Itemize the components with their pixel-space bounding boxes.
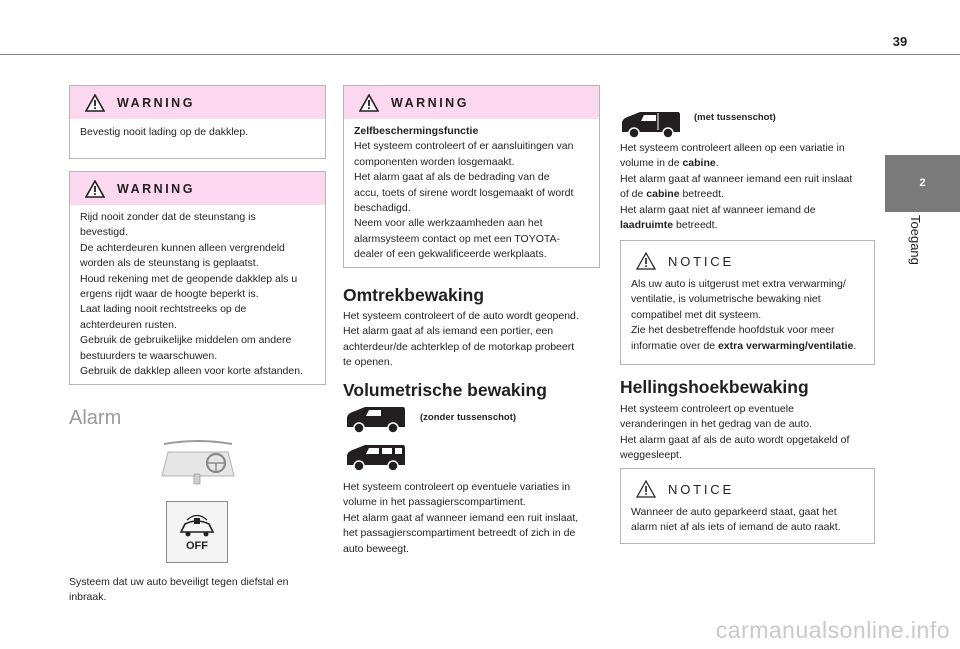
warning-box-self-protection xyxy=(343,85,600,268)
car-lock-icon xyxy=(177,514,217,538)
section-title-volumetric: Volumetrische bewaking xyxy=(343,380,547,400)
warning-title: WARNING xyxy=(391,95,469,110)
notice-line xyxy=(631,339,866,354)
alarm-off-button[interactable] xyxy=(166,501,228,563)
cabin-text: volume in de xyxy=(620,157,683,170)
van-without-partition-icon xyxy=(345,405,407,435)
alarm-description-line: Systeem dat uw auto beveiligt tegen diefstal en xyxy=(69,576,289,588)
volumetric-line: Het alarm gaat af wanneer iemand een ruit inslaat, xyxy=(343,511,579,524)
warning-header xyxy=(70,86,325,119)
off-label: OFF xyxy=(186,540,208,552)
notice-text: informatie over de xyxy=(631,339,718,352)
warning-line: Rijd nooit zonder dat de steunstang is xyxy=(80,211,256,223)
alarm-title: Alarm xyxy=(69,407,122,429)
passenger-van-icon xyxy=(345,443,407,473)
warning-line: dealer of een gekwalificeerde werkplaats. xyxy=(354,248,547,261)
chapter-tab[interactable]: 2 xyxy=(885,155,960,212)
perimeter-line: Het alarm gaat af als iemand een portier, een xyxy=(343,325,554,338)
section-title-perimeter: Omtrekbewaking xyxy=(343,285,485,305)
warning-line: Het alarm gaat af als de bedrading van de xyxy=(354,171,550,184)
van-with-partition-label: (met tussenschot) xyxy=(694,112,776,123)
warning-line: worden als de steunstang is geplaatst. xyxy=(80,257,259,270)
cabin-text: betreedt. xyxy=(679,188,724,201)
tilt-line: weggesleept. xyxy=(620,449,682,462)
warning-line: Het systeem controleert of er aansluitingen van xyxy=(354,140,574,153)
warning-line: ergens rijdt waar de hoogte beperkt is. xyxy=(80,288,259,301)
warning-line: alarmsysteem contact op met een TOYOTA- xyxy=(354,232,560,245)
watermark: carmanualsonline.info xyxy=(715,617,950,643)
warning-line: achterdeuren rusten. xyxy=(80,318,177,331)
notice-bold-text: extra verwarming/ventilatie xyxy=(717,339,854,352)
perimeter-line: achterdeur/de achterklep of de motorkap probeert xyxy=(343,340,575,353)
notice-box-parked xyxy=(620,468,875,544)
cabin-line xyxy=(620,156,882,171)
warning-line: Neem voor alle werkzaamheden aan het xyxy=(354,217,543,230)
warning-title: WARNING xyxy=(117,181,195,196)
warning-line: bevestigd. xyxy=(80,226,128,239)
warning-box-roof-load xyxy=(69,85,326,159)
volumetric-line: het passagierscompartiment betreedt of zich in de xyxy=(343,527,576,540)
tilt-line: veranderingen in het gedrag van de auto. xyxy=(620,418,813,431)
warning-line: accu, toets of sirene wordt losgemaakt of wordt xyxy=(354,186,574,199)
warning-text: Bevestig nooit lading op de dakklep. xyxy=(80,126,249,138)
cabin-line xyxy=(620,187,882,202)
notice-line: Zie het desbetreffende hoofdstuk voor meer xyxy=(631,324,835,337)
warning-title: WARNING xyxy=(117,95,195,110)
notice-line: ventilatie, is volumetrische bewaking niet xyxy=(631,293,821,306)
cabin-bold-text: cabine xyxy=(646,188,680,201)
volumetric-line: volume in het passagierscompartiment. xyxy=(343,496,526,509)
van-with-partition-icon xyxy=(620,110,682,140)
warning-subtitle: Zelfbeschermingsfunctie xyxy=(354,125,479,137)
warning-triangle-icon xyxy=(359,94,379,112)
van-without-partition-label: (zonder tussenschot) xyxy=(420,412,517,423)
warning-line: componenten worden losgemaakt. xyxy=(354,155,515,168)
tilt-line: Het systeem controleert op eventuele xyxy=(620,403,794,415)
warning-line: Gebruik de dakklep alleen voor korte afstanden. xyxy=(80,365,303,378)
cabin-text: of de xyxy=(620,188,647,201)
warning-box-support-rod xyxy=(69,171,326,385)
cabin-line: Het alarm gaat af wanneer iemand een ruit inslaat xyxy=(620,172,853,185)
notice-triangle-icon xyxy=(636,252,656,270)
warning-line: bestuurders te waarschuwen. xyxy=(80,349,218,362)
cabin-text: . xyxy=(715,157,719,170)
cabin-line xyxy=(620,218,882,233)
warning-line: Gebruik de gebruikelijke middelen om andere xyxy=(80,334,292,347)
notice-line: alarm niet af als iets of iemand de auto raakt. xyxy=(631,521,841,534)
notice-title: NOTICE xyxy=(668,481,734,497)
notice-line: Als uw auto is uitgerust met extra verwarming/ xyxy=(631,278,846,290)
perimeter-line: te openen. xyxy=(343,356,393,369)
warning-line: Laat lading nooit rechtstreeks op de xyxy=(80,303,247,316)
header-rule xyxy=(0,54,960,55)
chapter-label: Toegang xyxy=(908,215,923,265)
notice-text: . xyxy=(853,339,857,352)
notice-triangle-icon xyxy=(636,480,656,498)
page-number: 39 xyxy=(892,34,908,49)
notice-line: Wanneer de auto geparkeerd staat, gaat het xyxy=(631,506,837,518)
alarm-description-line: inbraak. xyxy=(69,591,107,604)
notice-title: NOTICE xyxy=(668,253,734,269)
cabin-text: betreedt. xyxy=(673,219,718,232)
warning-triangle-icon xyxy=(85,180,105,198)
warning-line: beschadigd. xyxy=(354,202,411,215)
notice-header xyxy=(621,469,874,505)
load-space-bold-text: laadruimte xyxy=(620,219,674,232)
warning-triangle-icon xyxy=(85,94,105,112)
dashboard-interior-illustration xyxy=(158,438,238,488)
perimeter-line: Het systeem controleert of de auto wordt geopend. xyxy=(343,310,579,322)
notice-box-heating xyxy=(620,240,875,365)
cabin-line: Het alarm gaat niet af wanneer iemand de xyxy=(620,203,816,216)
cabin-bold-text: cabine xyxy=(682,157,716,170)
warning-header xyxy=(344,86,599,119)
notice-header xyxy=(621,241,874,277)
tilt-line: Het alarm gaat af als de auto wordt opgetakeld of xyxy=(620,433,850,446)
volumetric-line: auto beweegt. xyxy=(343,542,409,555)
cabin-line: Het systeem controleert alleen op een variatie in xyxy=(620,142,845,154)
warning-header xyxy=(70,172,325,205)
warning-line: Houd rekening met de geopende dakklep als u xyxy=(80,272,298,285)
warning-line: De achterdeuren kunnen alleen vergrendeld xyxy=(80,241,285,254)
section-title-tilt: Hellingshoekbewaking xyxy=(620,377,809,397)
notice-line: compatibel met dit systeem. xyxy=(631,308,762,321)
volumetric-line: Het systeem controleert op eventuele variaties in xyxy=(343,481,571,493)
